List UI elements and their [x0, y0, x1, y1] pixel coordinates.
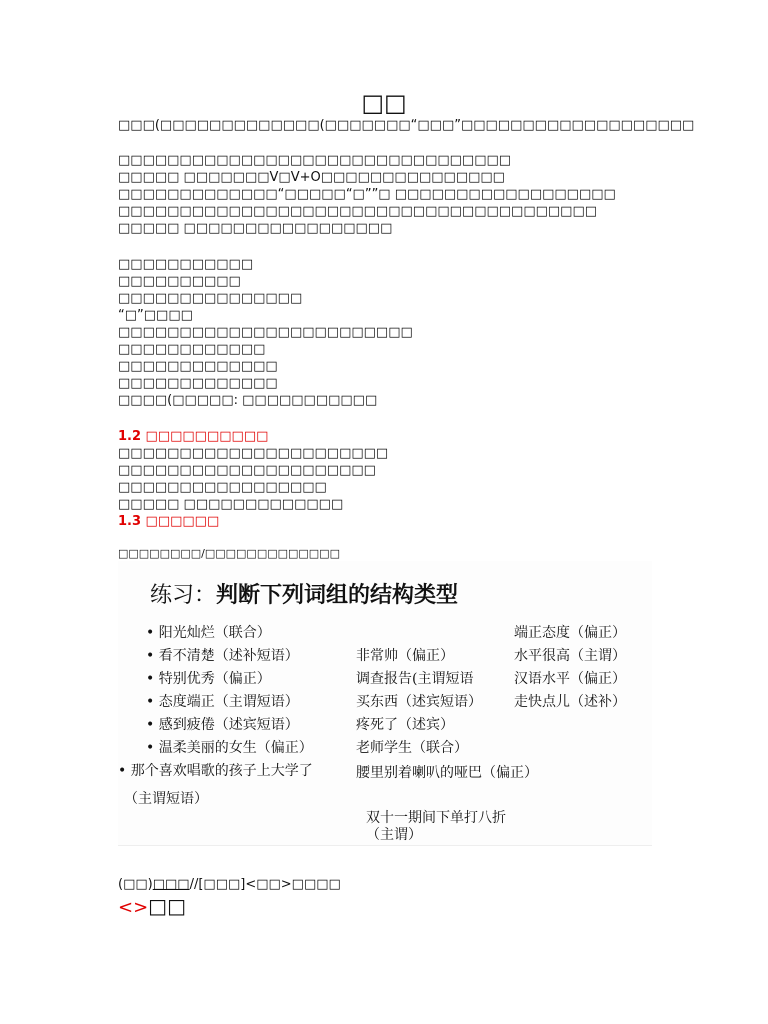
paragraph-line: □□□□□ □□□□□□□V□V+O□□□□□□□□□□□□□□□	[118, 170, 505, 185]
bottom-part-underlined: □□□	[152, 877, 190, 892]
exercise-item: 走快点儿（述补）	[514, 694, 626, 710]
list-item: □□□□□□□□□□□□□	[118, 376, 278, 391]
exercise-item: （主谓）	[366, 827, 422, 843]
exercise-item: • 态度端正（主谓短语）	[146, 694, 299, 710]
list-item: □□□□□□□□□□	[118, 274, 241, 289]
section-heading: 1.2 □□□□□□□□□□	[118, 429, 269, 444]
list-item: “□”□□□□	[118, 308, 193, 323]
list-item: □□□□□□□□□□□□□□□□□□□□□	[118, 463, 376, 478]
list-item: □□□□□ □□□□□□□□□□□□□	[118, 497, 344, 512]
exercise-item: 疼死了（述宾）	[356, 717, 454, 733]
exercise-item: 老师学生（联合）	[356, 740, 468, 756]
bottom-line	[118, 876, 341, 893]
exercise-item: 调查报告(主谓短语	[356, 671, 474, 687]
paragraph-line: □□□□□□□□□□□□□□□□□□□□□□□□□□□□□□□□□□□□□□□	[118, 204, 598, 219]
list-item: □□□□□□□□□□□□□□□□□	[118, 480, 327, 495]
slide-title-main: 判断下列词组的结构类型	[216, 582, 459, 608]
page-title: □□	[361, 89, 407, 117]
exercise-item: • 感到疲倦（述宾短语）	[146, 717, 299, 733]
exercise-item: 双十一期间下单打八折	[366, 810, 506, 826]
slide-title	[150, 581, 458, 610]
list-item: □□□□□□□□□□□□□□□	[118, 291, 303, 306]
exercise-item: 端正态度（偏正）	[514, 625, 626, 641]
section-heading: 1.3 □□□□□□	[118, 514, 220, 529]
exercise-item: （主谓短语）	[124, 791, 208, 807]
exercise-item: • 阳光灿烂（联合）	[146, 625, 271, 641]
paragraph-line: □□□□□□□□□□□□□□□□□□□□□□□□□□□□□□□□	[118, 153, 512, 168]
exercise-item: 腰里别着喇叭的哑巴（偏正）	[356, 765, 538, 781]
paragraph-line: □□□□□ □□□□□□□□□□□□□□□□□	[118, 221, 393, 236]
bottom-part-1: (□□)	[118, 877, 153, 892]
bottom-part-3: //[□□□]<□□>□□□□	[189, 877, 341, 892]
list-item: □□□□□□□□□□□□	[118, 342, 266, 357]
list-item: □□□□□□□□□□□□□□□□□□□□□□	[118, 446, 389, 461]
list-item: □□□□□□□□□□□□□	[118, 359, 278, 374]
last-line	[118, 894, 186, 920]
exercise-slide-image	[118, 561, 652, 846]
small-note: □□□□□□□□/□□□□□□□□□□□□□	[118, 547, 340, 560]
last-text: □□	[148, 894, 186, 918]
exercise-item: 汉语水平（偏正）	[514, 671, 626, 687]
exercise-item: • 温柔美丽的女生（偏正）	[146, 740, 313, 756]
list-item: □□□□(□□□□□: □□□□□□□□□□□	[118, 393, 378, 408]
exercise-item: • 特别优秀（偏正）	[146, 671, 271, 687]
intro-line: □□□(□□□□□□□□□□□□□(□□□□□□□“□□□”□□□□□□□□□□□□□□□□□□□	[118, 118, 695, 133]
exercise-item: 非常帅（偏正）	[356, 648, 454, 664]
list-item: □□□□□□□□□□□	[118, 257, 254, 272]
slide-title-prefix: 练习：	[150, 583, 217, 608]
exercise-item: • 那个喜欢唱歌的孩子上大学了	[118, 763, 313, 779]
list-item: □□□□□□□□□□□□□□□□□□□□□□□□	[118, 325, 413, 340]
exercise-item: 水平很高（主谓）	[514, 648, 626, 664]
paragraph-line: □□□□□□□□□□□□□“□□□□□“□””□ □□□□□□□□□□□□□□□□□□	[118, 187, 616, 202]
exercise-item: 买东西（述宾短语）	[356, 694, 482, 710]
exercise-item: • 看不清楚（述补短语）	[146, 648, 299, 664]
angle-mark: <>	[118, 897, 149, 918]
